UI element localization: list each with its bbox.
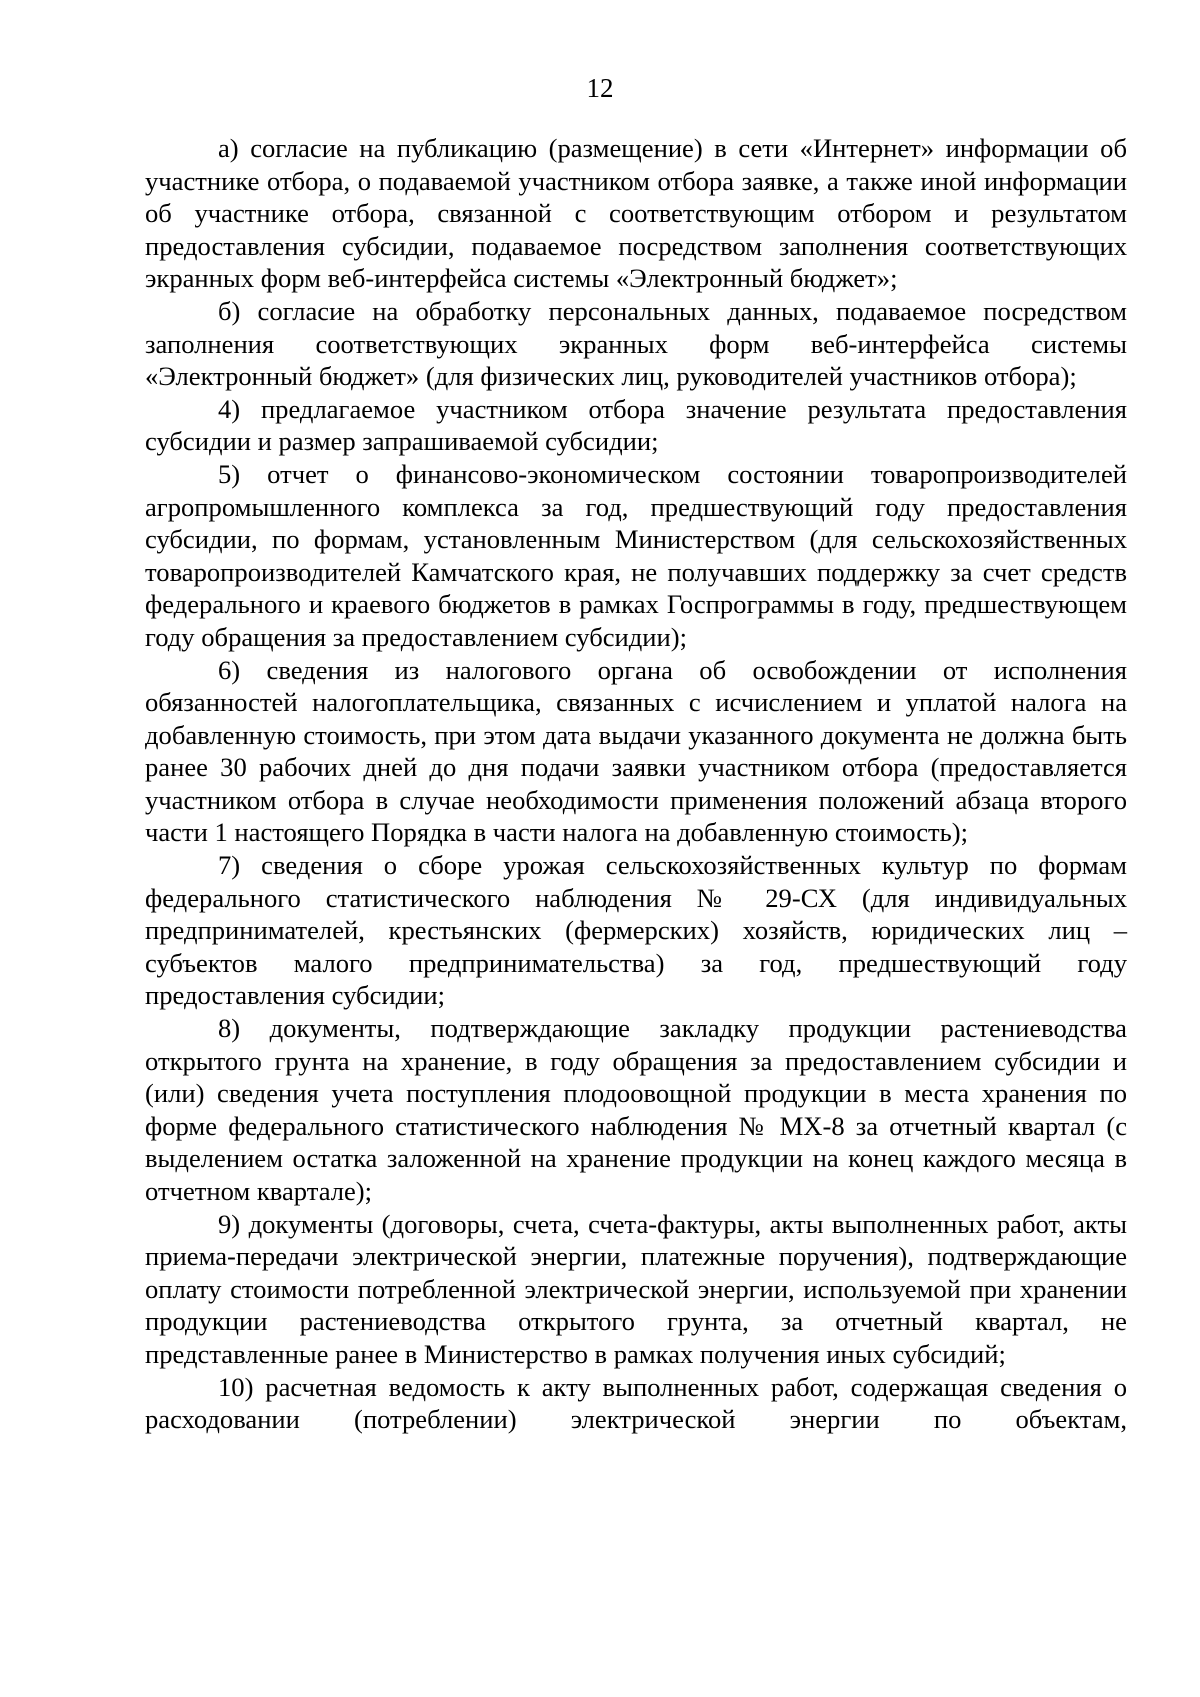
paragraph-6: 6) сведения из налогового органа об освобождении от исполнения обязанностей налогоплательщика, связанных с исчислением и уплатой налога на добавленную стоимость, при этом дата выдачи указанного документа не должна быть ранее 30 рабочих дней до дня подачи заявки участником отбора (предоставляется участником отбора в случае необходимости применения положений абзаца второго части 1 настоящего Порядка в части налога на добавленную стоимость); (145, 654, 1127, 848)
paragraph-7: 7) сведения о сборе урожая сельскохозяйственных культур по формам федерального статистического наблюдения № 29-СХ (для индивидуальных предпринимателей, крестьянских (фермерских) хозяйств, юридических лиц – субъектов малого предпринимательства) за год, предшествующий году предоставления субсидии; (145, 850, 1127, 1011)
paragraph-5: 5) отчет о финансово-экономическом состоянии товаропроизводителей агропромышленного комплекса за год, предшествующий году предоставления субсидии, по формам, установленным Министерством (для сельскохозяйственных товаропроизводителей Камчатского края, не получавших поддержку за счет средств федерального и краевого бюджетов в рамках Госпрограммы в году, предшествующем году обращения за предоставлением субсидии); (145, 458, 1127, 652)
paragraph-b: б) согласие на обработку персональных данных, подаваемое посредством заполнения соответствующих экранных форм веб-интерфейса системы «Электронный бюджет» (для физических лиц, руководителей участников отбора); (145, 295, 1127, 392)
paragraph-9: 9) документы (договоры, счета, счета-фактуры, акты выполненных работ, акты приема-передачи электрической энергии, платежные поручения), подтверждающие оплату стоимости потребленной электрической энергии, используемой при хранении продукции растениеводства открытого грунта, за отчетный квартал, не представленные ранее в Министерство в рамках получения иных субсидий; (145, 1208, 1127, 1369)
document-body (145, 132, 1127, 1436)
paragraph-10: 10) расчетная ведомость к акту выполненных работ, содержащая сведения о расходовании (потреблении) электрической энергии по объектам, (145, 1371, 1127, 1435)
paragraph-a: а) согласие на публикацию (размещение) в сети «Интернет» информации об участнике отбора, о подаваемой участником отбора заявке, а также иной информации об участнике отбора, связанной с соответствующим отбором и результатом предоставления субсидии, подаваемое посредством заполнения соответствующих экранных форм веб-интерфейса системы «Электронный бюджет»; (145, 133, 1127, 294)
paragraph-4: 4) предлагаемое участником отбора значение результата предоставления субсидии и размер запрашиваемой субсидии; (145, 393, 1127, 457)
paragraph-8: 8) документы, подтверждающие закладку продукции растениеводства открытого грунта на хранение, в году обращения за предоставлением субсидии и (или) сведения учета поступления плодоовощной продукции в места хранения по форме федерального статистического наблюдения № МХ-8 за отчетный квартал (с выделением остатка заложенной на хранение продукции на конец каждого месяца в отчетном квартале); (145, 1013, 1127, 1206)
page-number: 12 (586, 73, 614, 103)
